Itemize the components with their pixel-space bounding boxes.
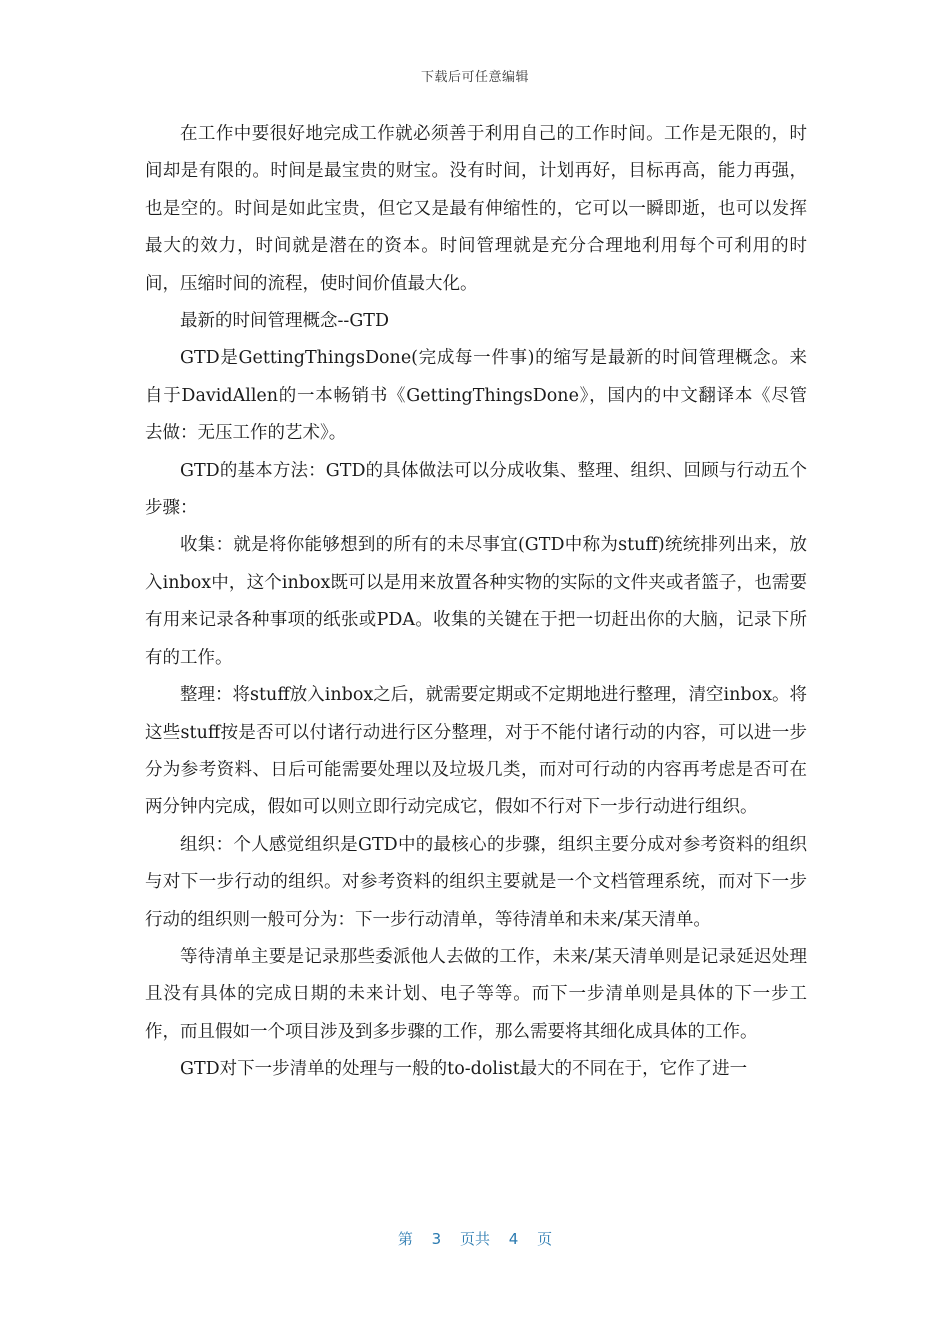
paragraph-heading-gtd: 最新的时间管理概念--GTD xyxy=(180,311,390,332)
page-number-middle: 页共 xyxy=(459,1230,490,1248)
paragraph-gtd-definition: GTD是GettingThingsDone(完成每一件事)的缩写是最新的时间管理概念。来自于DavidAllen的一本畅销书《GettingThingsDone》，国内的中文翻译本《尽管去做：无压工作的艺术》。 xyxy=(145,348,807,444)
paragraph-intro: 在工作中要很好地完成工作就必须善于利用自己的工作时间。工作是无限的，时间却是有限的。时间是最宝贵的财宝。没有时间，计划再好，目标再高，能力再强，也是空的。时间是如此宝贵，但它又是最有伸缩性的，它可以一瞬即逝，也可以发挥最大的效力，时间就是潜在的资本。时间管理就是充分合理地利用每个可利用的时间，压缩时间的流程，使时间价值最大化。 xyxy=(145,124,807,294)
page-number-total: 4 xyxy=(508,1230,519,1248)
paragraph-collect: 收集：就是将你能够想到的所有的未尽事宜(GTD中称为stuff)统统排列出来，放入inbox中，这个inbox既可以是用来放置各种实物的实际的文件夹或者篮子，也需要有用来记录各种事项的纸张或PDA。收集的关键在于把一切赶出你的大脑，记录下所有的工作。 xyxy=(145,535,807,668)
page-number-current: 3 xyxy=(431,1230,442,1248)
page-footer xyxy=(0,1228,950,1249)
paragraph-next-list: GTD对下一步清单的处理与一般的to-dolist最大的不同在于，它作了进一 xyxy=(180,1059,748,1080)
page-header: 下载后可任意编辑 xyxy=(420,70,529,85)
paragraph-gtd-method: GTD的基本方法：GTD的具体做法可以分成收集、整理、组织、回顾与行动五个步骤： xyxy=(145,460,807,519)
document-body xyxy=(145,116,807,1089)
page-number-suffix: 页 xyxy=(537,1230,553,1248)
paragraph-process: 整理：将stuff放入inbox之后，就需要定期或不定期地进行整理，清空inbox。将这些stuff按是否可以付诸行动进行区分整理，对于不能付诸行动的内容，可以进一步分为参考资料、日后可能需要处理以及垃圾几类，而对可行动的内容再考虑是否可在两分钟内完成，假如可以则立即行动完成它，假如不行对下一步行动进行组织。 xyxy=(145,685,807,818)
page-number-prefix: 第 xyxy=(397,1230,413,1248)
paragraph-organize: 组织：个人感觉组织是GTD中的最核心的步骤，组织主要分成对参考资料的组织与对下一步行动的组织。对参考资料的组织主要就是一个文档管理系统，而对下一步行动的组织则一般可分为：下一步行动清单，等待清单和未来/某天清单。 xyxy=(145,834,807,930)
paragraph-waiting-list: 等待清单主要是记录那些委派他人去做的工作，未来/某天清单则是记录延迟处理且没有具体的完成日期的未来计划、电子等等。而下一步清单则是具体的下一步工作，而且假如一个项目涉及到多步骤的工作，那么需要将其细化成具体的工作。 xyxy=(145,946,807,1042)
